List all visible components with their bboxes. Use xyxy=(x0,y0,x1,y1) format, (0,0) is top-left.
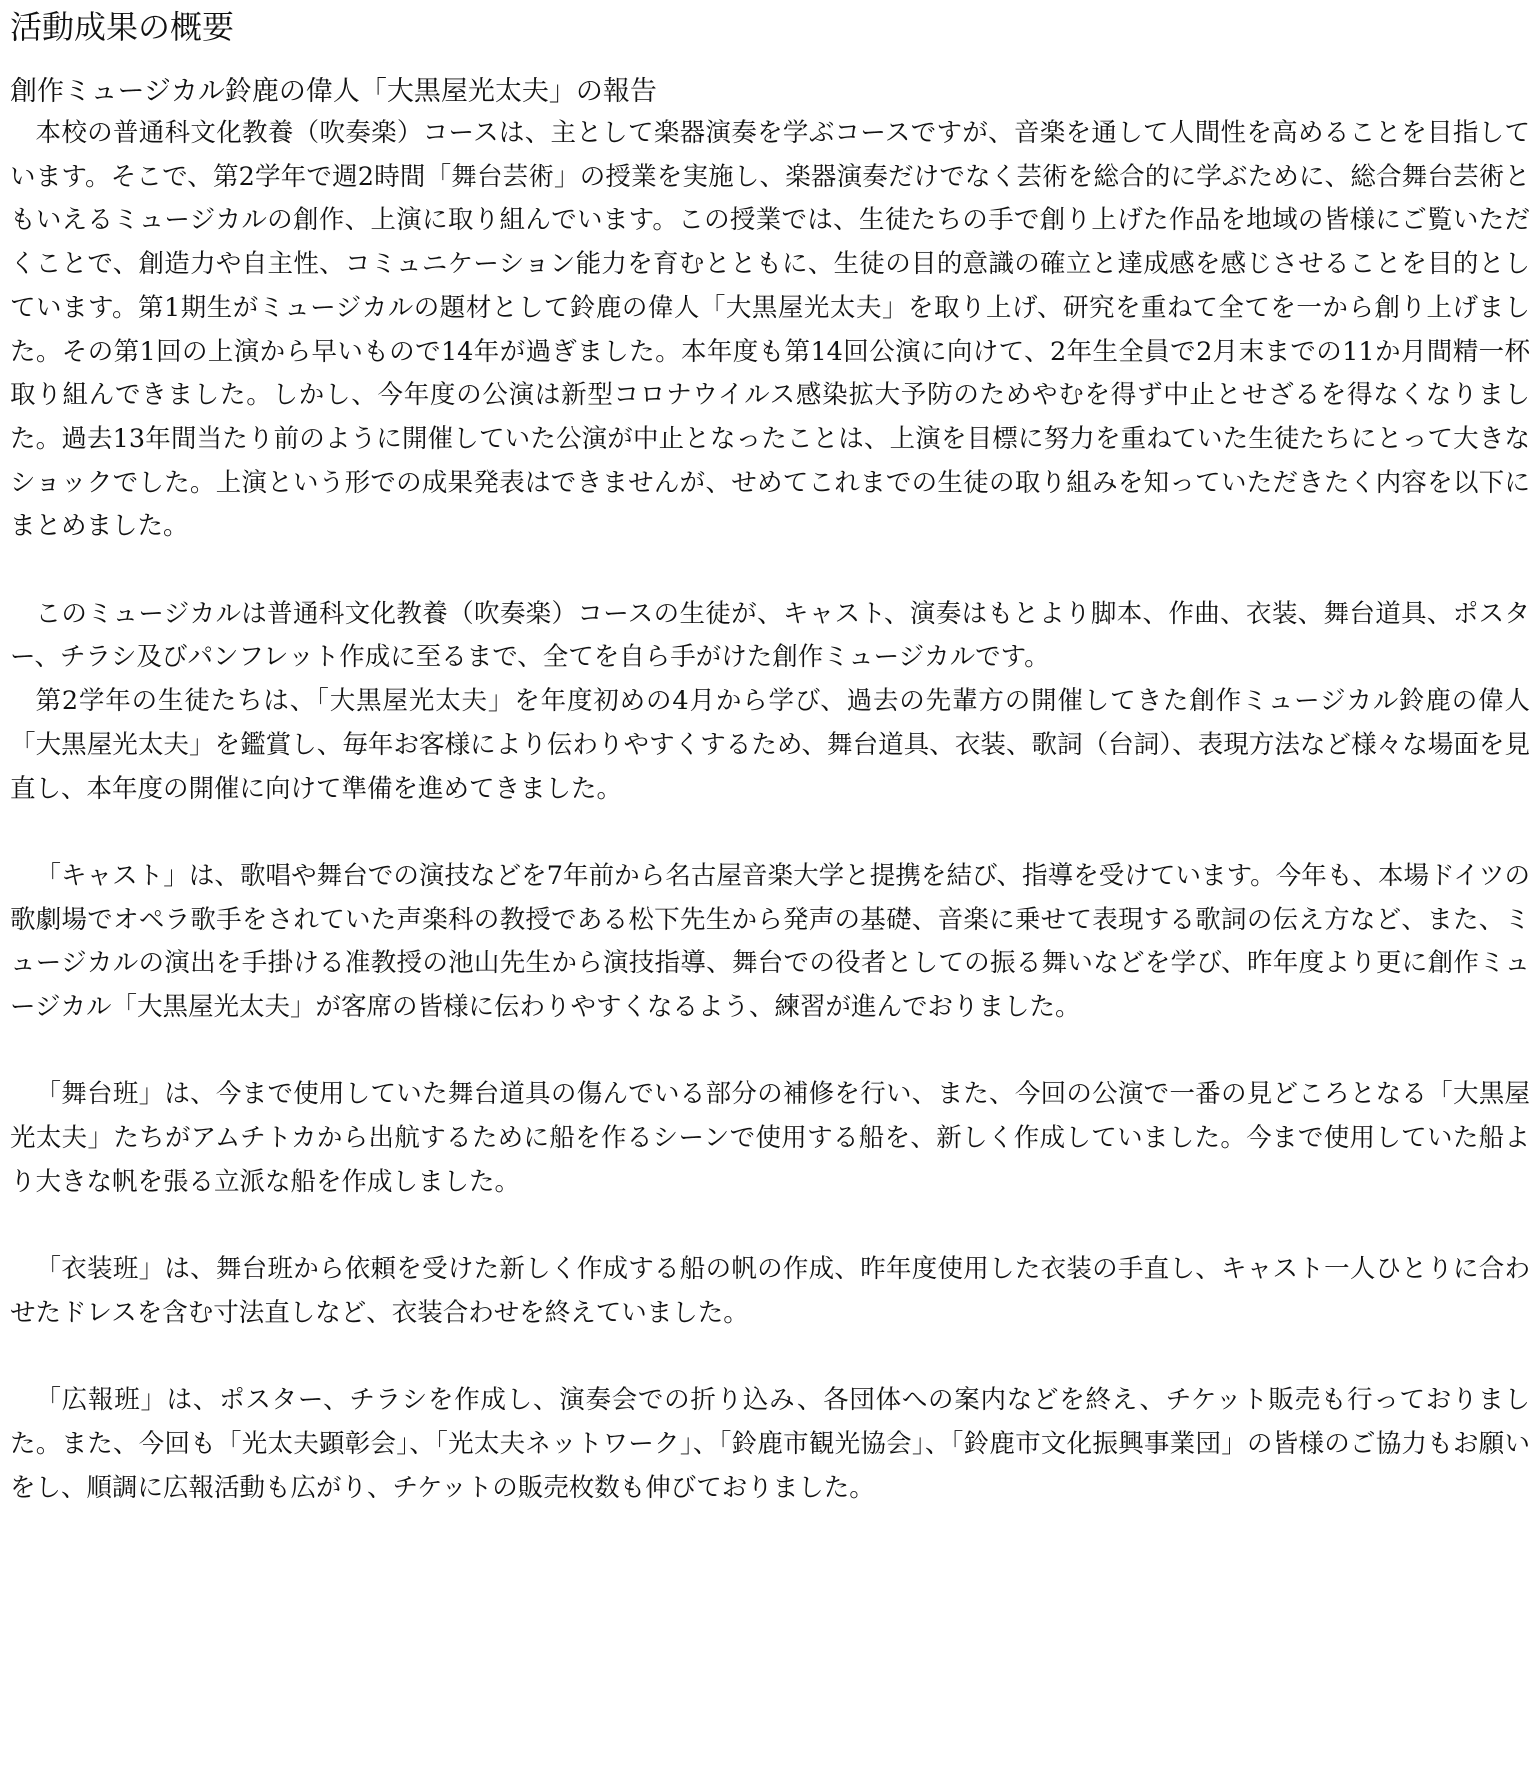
section-title: 創作ミュージカル鈴鹿の偉人「大黒屋光太夫」の報告 xyxy=(10,76,657,107)
paragraph-musical-overview: このミュージカルは普通科文化教養（吹奏楽）コースの生徒が、キャスト、演奏はもとより脚本、作曲、衣装、舞台道具、ポスター、チラシ及びパンフレット作成に至るまで、全てを自ら手がけた創作ミュージカルです。 xyxy=(10,598,1530,673)
paragraph-gap xyxy=(10,549,1530,593)
paragraph-gap xyxy=(10,1205,1530,1249)
paragraph-pr-team: 「広報班」は、ポスター、チラシを作成し、演奏会での折り込み、各団体への案内などを終え、チケット販売も行っておりました。また、今回も「光太夫顕彰会」、「光太夫ネットワーク」、「鈴鹿市観光協会」、「鈴鹿市文化振興事業団」の皆様のご協力もお願いをし、順調に広報活動も広がり、チケットの販売枚数も伸びておりました。 xyxy=(10,1385,1530,1503)
document-body xyxy=(10,112,1530,1510)
paragraph-stage-team: 「舞台班」は、今まで使用していた舞台道具の傷んでいる部分の補修を行い、また、今回の公演で一番の見どころとなる「大黒屋光太夫」たちがアムチトカから出航するために船を作るシーンで使用する船を、新しく作成していました。今まで使用していた船より大きな帆を張る立派な船を作成しました。 xyxy=(10,1079,1530,1197)
page-title: 活動成果の概要 xyxy=(10,8,235,46)
paragraph-second-year: 第2学年の生徒たちは、「大黒屋光太夫」を年度初めの4月から学び、過去の先輩方の開催してきた創作ミュージカル鈴鹿の偉人「大黒屋光太夫」を鑑賞し、毎年お客様により伝わりやすくするため、舞台道具、衣装、歌詞（台詞）、表現方法など様々な場面を見直し、本年度の開催に向けて準備を進めてきました。 xyxy=(10,686,1530,804)
paragraph-gap xyxy=(10,1336,1530,1380)
paragraph-cast: 「キャスト」は、歌唱や舞台での演技などを7年前から名古屋音楽大学と提携を結び、指導を受けています。今年も、本場ドイツの歌劇場でオペラ歌手をされていた声楽科の教授である松下先生から発声の基礎、音楽に乗せて表現する歌詞の伝え方など、また、ミュージカルの演出を手掛ける准教授の池山先生から演技指導、舞台での役者としての振る舞いなどを学び、昨年度より更に創作ミュージカル「大黒屋光太夫」が客席の皆様に伝わりやすくなるよう、練習が進んでおりました。 xyxy=(10,860,1530,1023)
paragraph-costume-team: 「衣装班」は、舞台班から依頼を受けた新しく作成する船の帆の作成、昨年度使用した衣装の手直し、キャスト一人ひとりに合わせたドレスを含む寸法直しなど、衣装合わせを終えていました。 xyxy=(10,1254,1530,1328)
paragraph-gap xyxy=(10,811,1530,855)
paragraph-gap xyxy=(10,1030,1530,1074)
paragraph-intro: 本校の普通科文化教養（吹奏楽）コースは、主として楽器演奏を学ぶコースですが、音楽を通して人間性を高めることを目指しています。そこで、第2学年で週2時間「舞台芸術」の授業を実施し、楽器演奏だけでなく芸術を総合的に学ぶために、総合舞台芸術ともいえるミュージカルの創作、上演に取り組んでいます。この授業では、生徒たちの手で創り上げた作品を地域の皆様にご覧いただくことで、創造力や自主性、コミュニケーション能力を育むとともに、生徒の目的意識の確立と達成感を感じさせることを目的としています。第1期生がミュージカルの題材として鈴鹿の偉人「大黒屋光太夫」を取り上げ、研究を重ねて全てを一から創り上げました。その第1回の上演から早いもので14年が過ぎました。本年度も第14回公演に向けて、2年生全員で2月末までの11か月間精一杯取り組んできました。しかし、今年度の公演は新型コロナウイルス感染拡大予防のためやむを得ず中止とせざるを得なくなりました。過去13年間当たり前のように開催していた公演が中止となったことは、上演を目標に努力を重ねていた生徒たちにとって大きなショックでした。上演という形での成果発表はできませんが、せめてこれまでの生徒の取り組みを知っていただきたく内容を以下にまとめました。 xyxy=(10,118,1530,542)
